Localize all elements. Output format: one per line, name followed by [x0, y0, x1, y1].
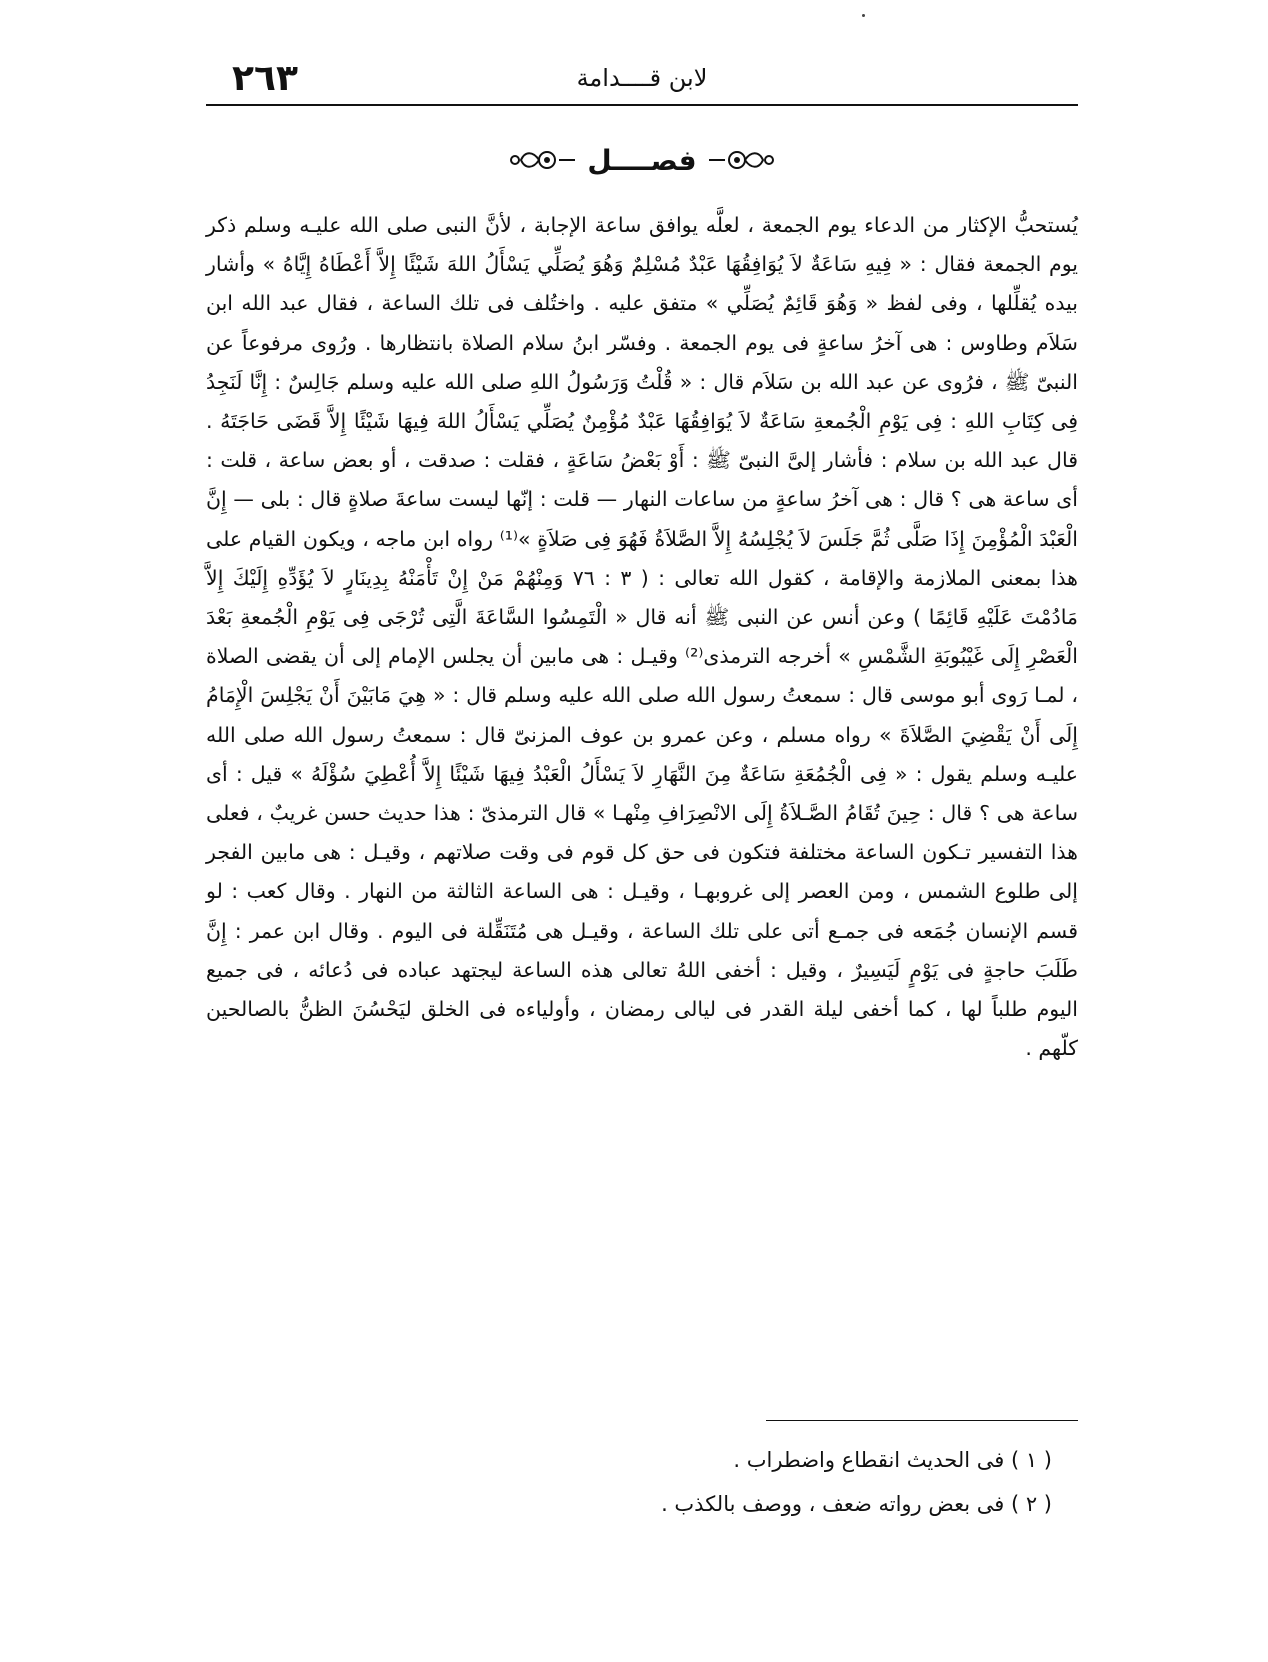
footnote-1: ( ١ ) فى الحديث انقطاع واضطراب .: [733, 1448, 1052, 1472]
page-header: [206, 58, 1078, 104]
ornament-left-icon: [507, 143, 577, 177]
footnotes: [206, 1438, 1052, 1526]
section-heading-text: فصــــل: [587, 143, 697, 177]
section-heading: [206, 138, 1078, 182]
footnote-2: ( ٢ ) فى بعض رواته ضعف ، ووصف بالكذب .: [661, 1492, 1052, 1516]
paragraph: يُستحبُّ الإكثار من الدعاء يوم الجمعة ، لعلَّه يوافق ساعة الإجابة ، لأنَّ النبى صلى الله عليـه وسلم ذكر يوم الجمعة فقال : « فِيهِ سَاعَةٌ لاَ يُوَافِقُهَا عَبْدٌ مُسْلِمٌ وَهُوَ يُصَلِّي يَسْأَلُ اللهَ شَيْئًا إِلاَّ أَعْطَاهُ إِيَّاهُ » وأشار بيده يُقلِّلها ، وفى لفظ « وَهُوَ قَائِمٌ يُصَلِّي » متفق عليه . واختُلف فى تلك الساعة ، فقال عبد الله ابن سَلاَم وطاوس : هى آخرُ ساعةٍ فى يوم الجمعة . وفسّر ابنُ سلام الصلاة بانتظارها . ورُوى مرفوعاً عن النبىّ ﷺ ، فرُوى عن عبد الله بن سَلاَم قال : « قُلْتُ وَرَسُولُ اللهِ صلى الله عليه وسلم جَالِسٌ : إِنَّا لَنَجِدُ فِى كِتَابِ اللهِ : فِى يَوْمِ الْجُمعةِ سَاعَةٌ لاَ يُوَافِقُهَا عَبْدٌ مُؤْمِنٌ يُصَلِّي يَسْأَلُ اللهَ فِيهَا شَيْئًا إِلاَّ قَضَى حَاجَتَهُ . قال عبد الله بن سلام : فأشار إلىَّ النبىّ ﷺ : أَوْ بَعْضُ سَاعَةٍ ، فقلت : صدقت ، أو بعض ساعة ، قلت : أى ساعة هى ؟ قال : هى آخرُ ساعةٍ من ساعات النهار — قلت : إنّها ليست ساعةَ صلاةٍ قال : بلى — إِنَّ الْعَبْدَ الْمُؤْمِنَ إِذَا صَلَّى ثُمَّ جَلَسَ لاَ يُجْلِسُهُ إِلاَّ الصَّلاَةُ فَهُوَ فِى صَلاَةٍ »⁽¹⁾ رواه ابن ماجه ، ويكون القيام على هذا بمعنى الملازمة والإقامة ، كقول الله تعالى : ( ٣ : ٧٦ وَمِنْهُمْ مَنْ إِنْ تَأْمَنْهُ بِدِينَارٍ لاَ يُؤَدِّهِ إِلَيْكَ إِلاَّ مَادُمْتَ عَلَيْهِ قَائِمًا ) وعن أنس عن النبى ﷺ أنه قال « الْتَمِسُوا السَّاعَةَ الَّتِى تُرْجَى فِى يَوْمِ الْجُمعةِ بَعْدَ الْعَصْرِ إِلَى غَيْبُوبَةِ الشَّمْسِ » أخرجه الترمذى⁽²⁾ وقيـل : هى مابين أن يجلس الإمام إلى أن يقضى الصلاة ، لمـا رَوى أبو موسى قال : سمعتُ رسول الله صلى الله عليه وسلم قال : « هِيَ مَابَيْنَ أَنْ يَجْلِسَ الْإِمَامُ إِلَى أَنْ يَقْضِيَ الصَّلاَةَ » رواه مسلم ، وعن عمرو بن عوف المزنىّ قال : سمعتُ رسول الله صلى الله عليـه وسلم يقول : « فِى الْجُمُعَةِ سَاعَةٌ مِنَ النَّهَارِ لاَ يَسْأَلُ الْعَبْدُ فِيهَا شَيْئًا إِلاَّ أُعْطِيَ سُؤْلَهُ » قيل : أى ساعة هى ؟ قال : حِينَ تُقَامُ الصَّـلاَةُ إِلَى الانْصِرَافِ مِنْهـا » قال الترمذىّ : هذا حديث حسن غريبٌ ، فعلى هذا التفسير تـكون الساعة مختلفة فتكون فى حق كل قوم فى وقت صلاتهم ، وقيـل : هى مابين الفجر إلى طلوع الشمس ، ومن العصر إلى غروبهـا ، وقيـل : هى الساعة الثالثة من النهار . وقال كعب : لو قسم الإنسان جُمَعه فى جمـع أتى على تلك الساعة ، وقيـل هى مُتَنَقِّلة فى اليوم . وقال ابن عمر : إِنَّ طَلَبَ حاجةٍ فى يَوْمٍ لَيَسِيرٌ ، وقيل : أخفى اللهُ تعالى هذه الساعة ليجتهد عباده فى دُعائه ، فى جميع اليوم طلباً لها ، كما أخفى ليلة القدر فى ليالى رمضان ، وأولياءه فى الخلق ليَحْسُنَ الظنُّ بالصالحين كلّهم .: [206, 213, 1078, 1061]
scan-dot: [862, 14, 865, 17]
running-title: لابن قــــدامة: [576, 64, 708, 92]
header-rule: [206, 104, 1078, 106]
page-number: ٢٦٣: [232, 58, 298, 99]
main-text: [206, 206, 1078, 1068]
ornament-right-icon: [707, 143, 777, 177]
footnote-rule: [766, 1420, 1078, 1421]
